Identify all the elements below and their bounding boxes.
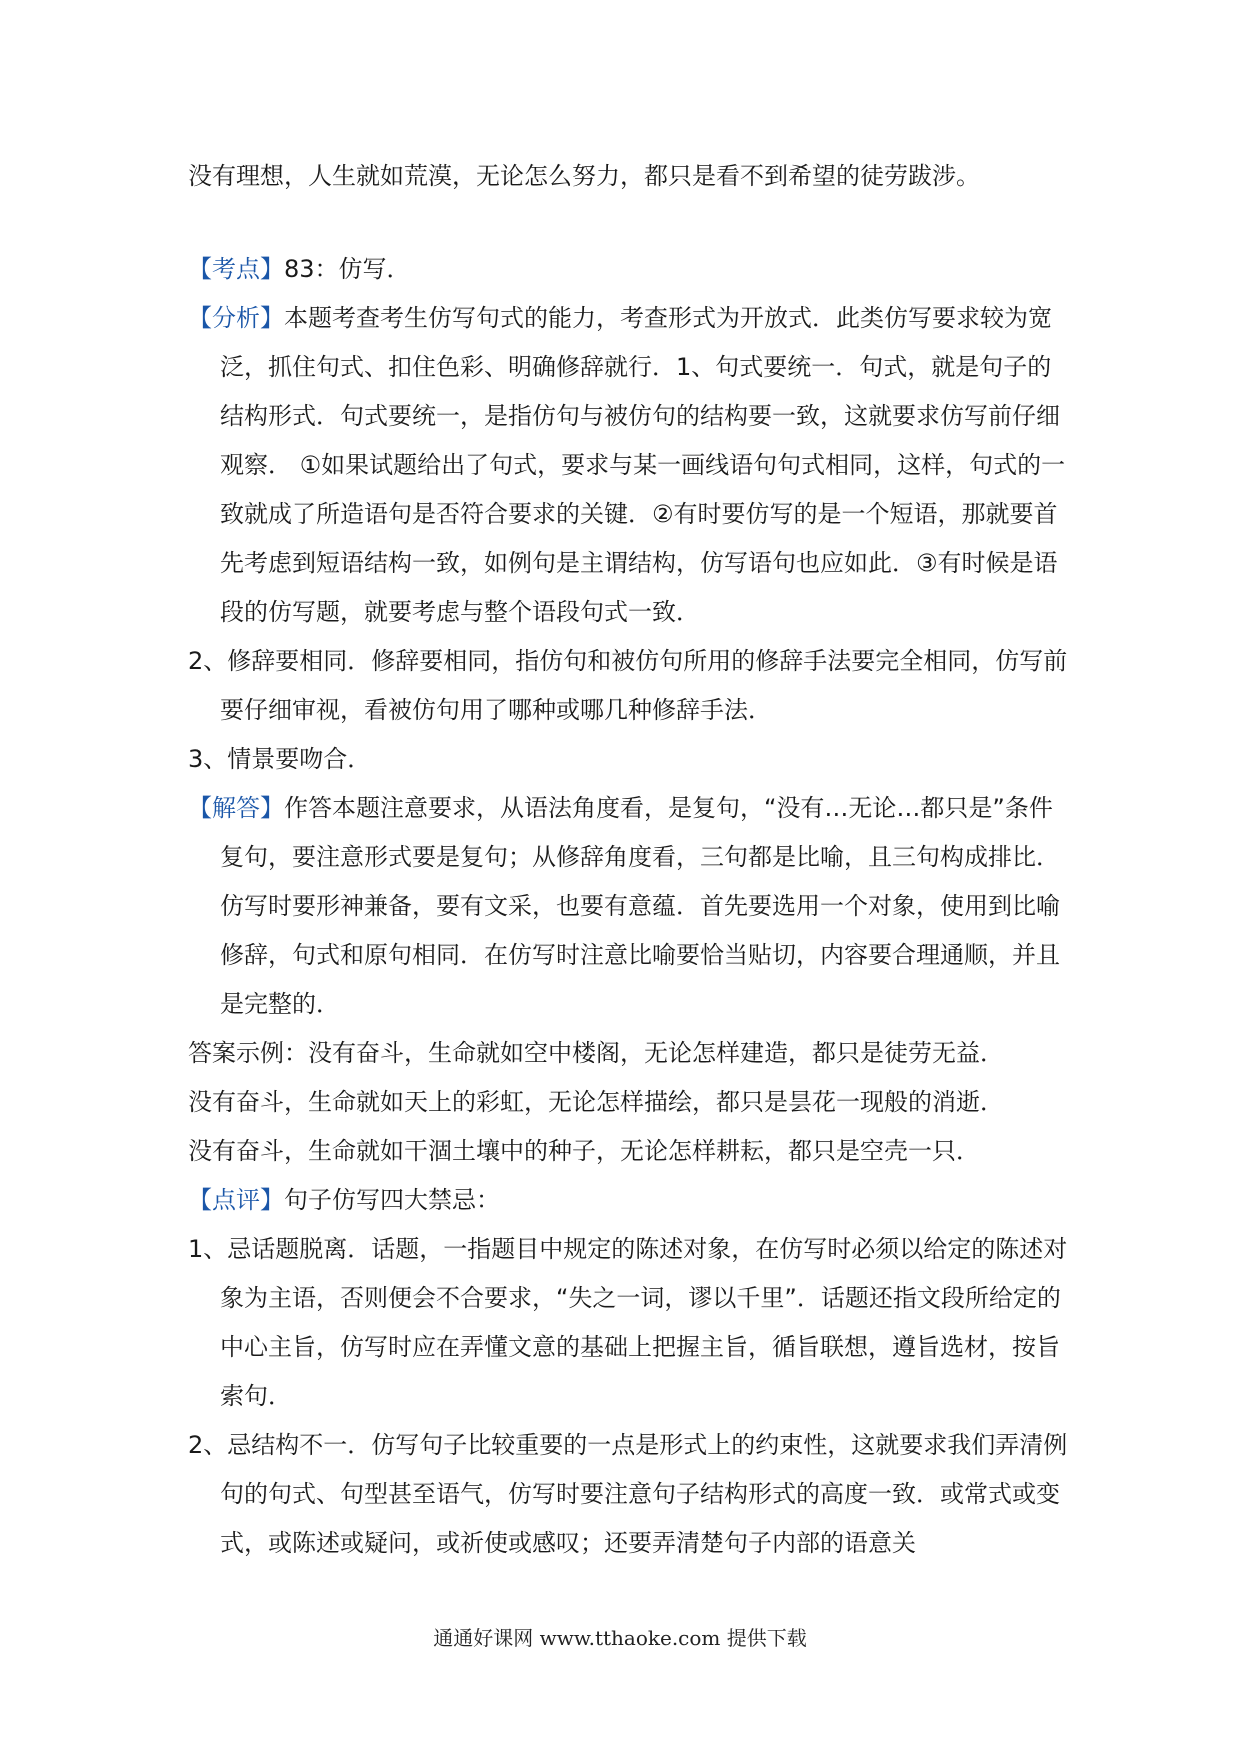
page-footer: 通通好课网 www.tthaoke.com 提供下载 xyxy=(433,1626,807,1650)
jieda-text: 作答本题注意要求，从语法角度看，是复句，“没有…无论…都只是”条件复句，要注意形式要是复句；从修辞角度看，三句都是比喻，且三句构成排比．仿写时要形神兼备，要有文采，也要有意蕴．首先要选用一个对象，使用到比喻修辞，句式和原句相同．在仿写时注意比喻要恰当贴切，内容要合理通顺，并且是完整的． xyxy=(220,794,1060,1018)
kaodian-tag: 【考点】 xyxy=(188,255,284,283)
dianping-section xyxy=(188,1176,1068,1225)
fenxi-text: 本题考查考生仿写句式的能力，考查形式为开放式．此类仿写要求较为宽泛，抓住句式、扣住色彩、明确修辞就行．1、句式要统一．句式，就是句子的结构形式．句式要统一，是指仿句与被仿句的结构要一致，这就要求仿写前仔细观察． ①如果试题给出了句式，要求与某一画线语句句式相同，这样，句式的一致就成了所造语句是否符合要求的关键．②有时要仿写的是一个短语，那就要首先考虑到短语结构一致，如例句是主谓结构，仿写语句也应如此．③有时候是语段的仿写题，就要考虑与整个语段句式一致． xyxy=(220,304,1066,626)
dianping-text: 句子仿写四大禁忌： xyxy=(284,1186,500,1214)
example-3: 没有奋斗，生命就如干涸土壤中的种子，无论怎样耕耘，都只是空壳一只． xyxy=(188,1137,980,1165)
dianping-tag: 【点评】 xyxy=(188,1186,284,1214)
taboo-2: 2、忌结构不一．仿写句子比较重要的一点是形式上的约束性，这就要求我们弄清例句的句式、句型甚至语气，仿写时要注意句子结构形式的高度一致．或常式或变式，或陈述或疑问，或祈使或感叹；还要弄清楚句子内部的语意关 xyxy=(188,1431,1068,1557)
point-3: 3、情景要吻合． xyxy=(188,745,372,773)
kaodian-section xyxy=(188,245,1068,294)
example-1: 答案示例：没有奋斗，生命就如空中楼阁，无论怎样建造，都只是徒劳无益． xyxy=(188,1039,1004,1067)
intro-sentence: 没有理想，人生就如荒漠，无论怎么努力，都只是看不到希望的徒劳跋涉。 xyxy=(188,162,980,190)
fenxi-tag: 【分析】 xyxy=(188,304,284,332)
point-2: 2、修辞要相同．修辞要相同，指仿句和被仿句所用的修辞手法要完全相同，仿写前要仔细审视，看被仿句用了哪种或哪几种修辞手法． xyxy=(188,647,1068,724)
kaodian-text: 83：仿写． xyxy=(284,255,411,283)
jieda-tag: 【解答】 xyxy=(188,794,284,822)
example-2: 没有奋斗，生命就如天上的彩虹，无论怎样描绘，都只是昙花一现般的消逝． xyxy=(188,1088,1004,1116)
document-body xyxy=(188,152,1068,1568)
fenxi-section xyxy=(188,294,1068,637)
jieda-section xyxy=(188,784,1068,1029)
taboo-1: 1、忌话题脱离．话题，一指题目中规定的陈述对象，在仿写时必须以给定的陈述对象为主语，否则便会不合要求，“失之一词，谬以千里”．话题还指文段所给定的中心主旨，仿写时应在弄懂文意的基础上把握主旨，循旨联想，遵旨选材，按旨索句． xyxy=(188,1235,1068,1410)
